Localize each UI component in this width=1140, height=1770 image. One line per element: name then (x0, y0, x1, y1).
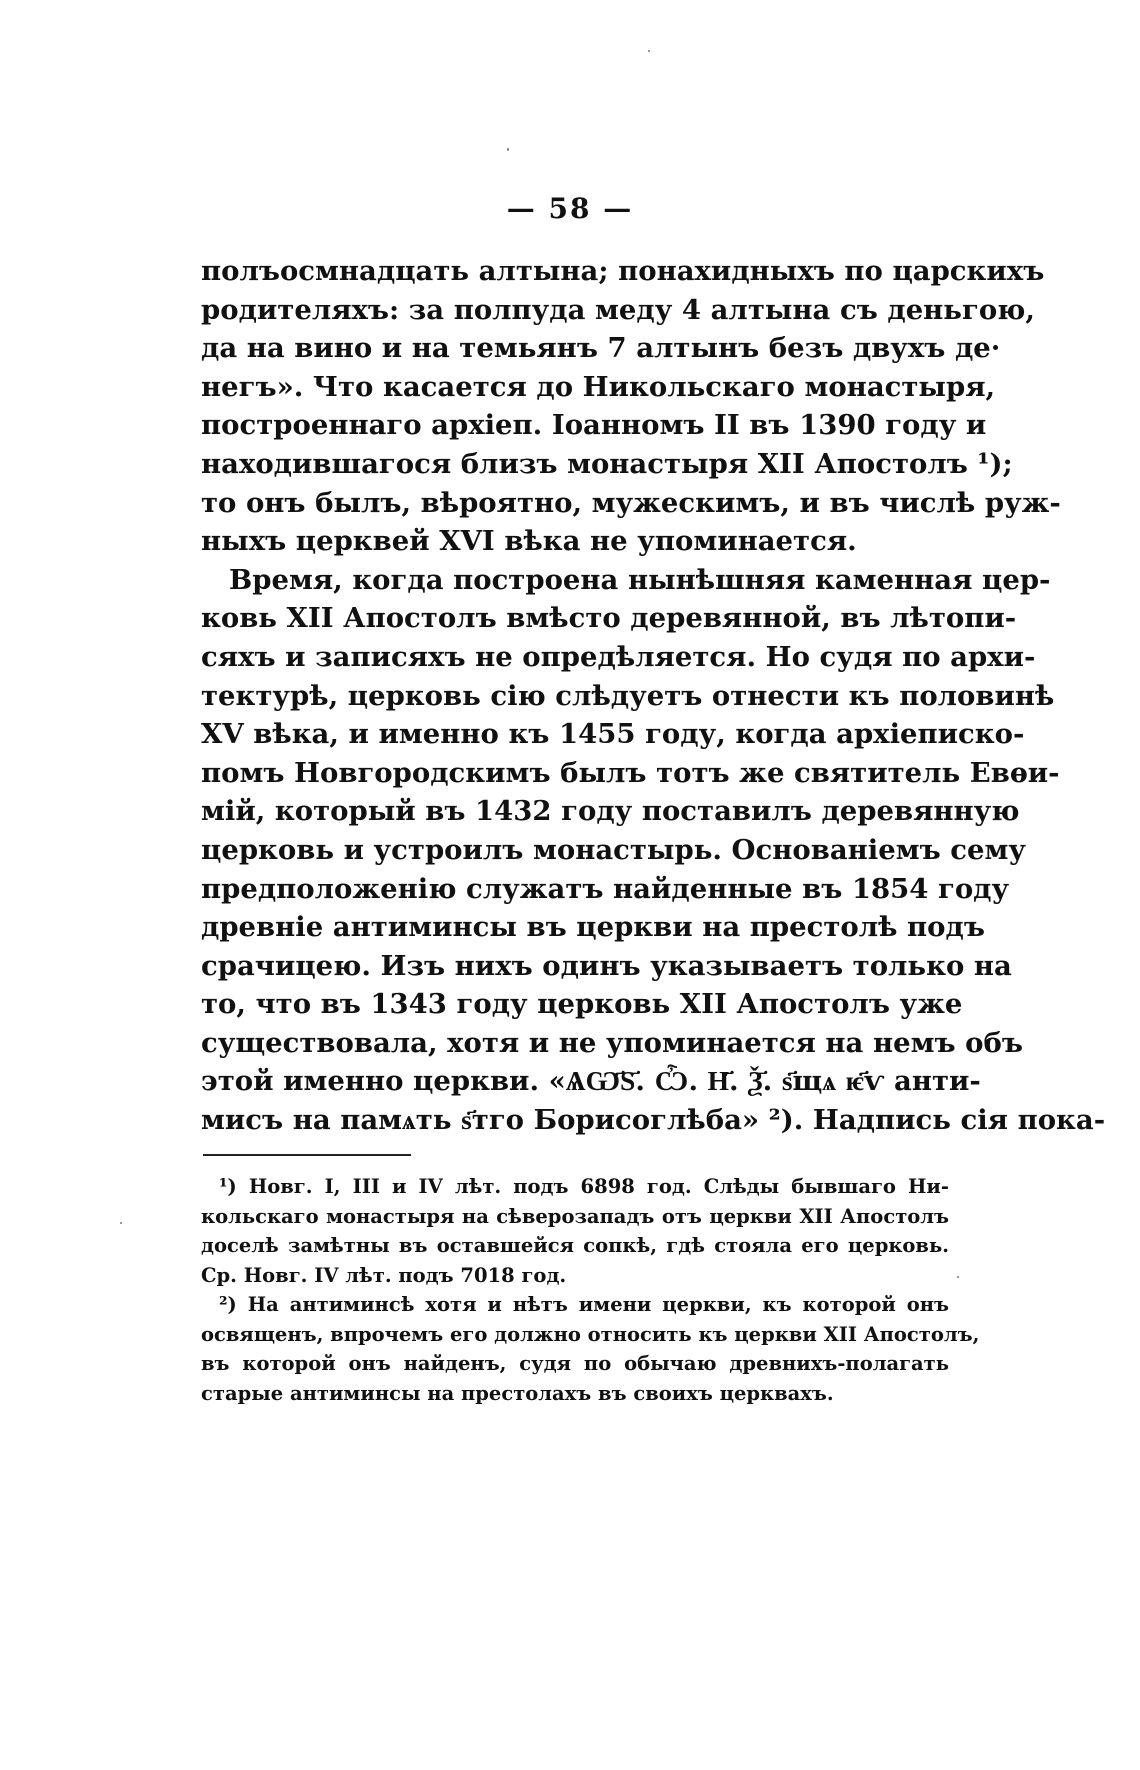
paper-speck (957, 1276, 959, 1278)
text-line: да на вино и на темьянъ 7 алтынъ безъ двухъ де· (201, 332, 1001, 365)
footnote-separator-rule (203, 1154, 411, 1156)
text-line: церковь и устроилъ монастырь. Основаніемъ сему (201, 833, 1026, 866)
text-line: помъ Новгородскимъ былъ тотъ же святитель Евѳи- (201, 756, 1060, 789)
footnote-2-line: ²) На антиминсѣ хотя и нѣтъ имени церкви, къ которой онъ (219, 1293, 949, 1316)
text-line: тектурѣ, церковь сію слѣдуетъ отнести къ половинѣ (201, 679, 1055, 712)
text-line: родителяхъ: за полпуда меду 4 алтына съ деньгою, (201, 293, 1035, 326)
text-line: древніе антиминсы въ церкви на престолѣ подъ (201, 911, 985, 944)
text-line: ковь XII Апостолъ вмѣсто деревянной, въ лѣтопи- (201, 602, 1017, 635)
text-line: построеннаго архіеп. Іоанномъ II въ 1390 году и (201, 409, 987, 442)
footnote-2-line: освященъ, впрочемъ его должно относить къ церкви XII Апостолъ, (201, 1322, 980, 1346)
text-line: то, что въ 1343 году церковь XII Апостолъ уже (201, 988, 963, 1021)
footnote-1-line: кольскаго монастыря на сѣверозападъ отъ церкви XII Апостолъ (201, 1204, 949, 1228)
text-line: негъ». Что касается до Никольскаго монастыря, (201, 370, 996, 403)
text-line: находившагося близъ монастыря XII Апостолъ ¹); (201, 447, 1013, 480)
footnote-2-line: въ которой онъ найденъ, судя по обычаю древнихъ-полагать (201, 1352, 949, 1375)
text-line: предположенію служатъ найденные въ 1854 году (201, 872, 1010, 905)
text-line: ныхъ церквей XVI вѣка не упоминается. (201, 525, 857, 558)
text-line: полъосмнадцать алтына; понахидныхъ по царскихъ (201, 255, 1045, 287)
text-line: то онъ былъ, вѣроятно, мужескимъ, и въ числѣ руж- (201, 486, 1061, 519)
paper-speck (507, 148, 509, 151)
body-text (201, 252, 1106, 1140)
page-number: — 58 — (506, 192, 634, 225)
text-line: этой именно церкви. «ѦѠ҃Ѕ҃. Ѽ. Н҃. Ѯ҃. ѕ҃щѧ ѥ҃ѵ анти- (201, 1065, 981, 1098)
paper-speck (648, 50, 650, 52)
text-line: существовала, хотя и не упоминается на немъ объ (201, 1026, 1023, 1059)
text-line: мій, который въ 1432 году поставилъ деревянную (201, 795, 1020, 828)
footnote-1-line: доселѣ замѣтны въ оставшейся сопкѣ, гдѣ стояла его церковь. (201, 1234, 949, 1257)
footnote-1-line: ¹) Новг. I, III и IV лѣт. подъ 6898 год. Слѣды бывшаго Ни- (219, 1175, 949, 1198)
text-line: сяхъ и записяхъ не опредѣляется. Но судя по архи- (201, 640, 1036, 673)
text-line: XV вѣка, и именно къ 1455 году, когда архіеписко- (201, 718, 1025, 751)
paragraph-start-line: Время, когда построена нынѣшняя каменная цер- (229, 563, 1051, 596)
footnote-1-line: Ср. Новг. IV лѣт. подъ 7018 год. (201, 1263, 567, 1287)
footnote-2-line: старые антиминсы на престолахъ въ своихъ церквахъ. (201, 1381, 834, 1405)
footnotes (201, 1172, 980, 1408)
text-line: мисъ на памѧть ѕ҃тго Борисоглѣба» ²). Надпись сія пока- (201, 1104, 1106, 1137)
paper-speck (120, 1222, 122, 1224)
text-line: срачицею. Изъ нихъ одинъ указываетъ только на (201, 949, 1012, 982)
